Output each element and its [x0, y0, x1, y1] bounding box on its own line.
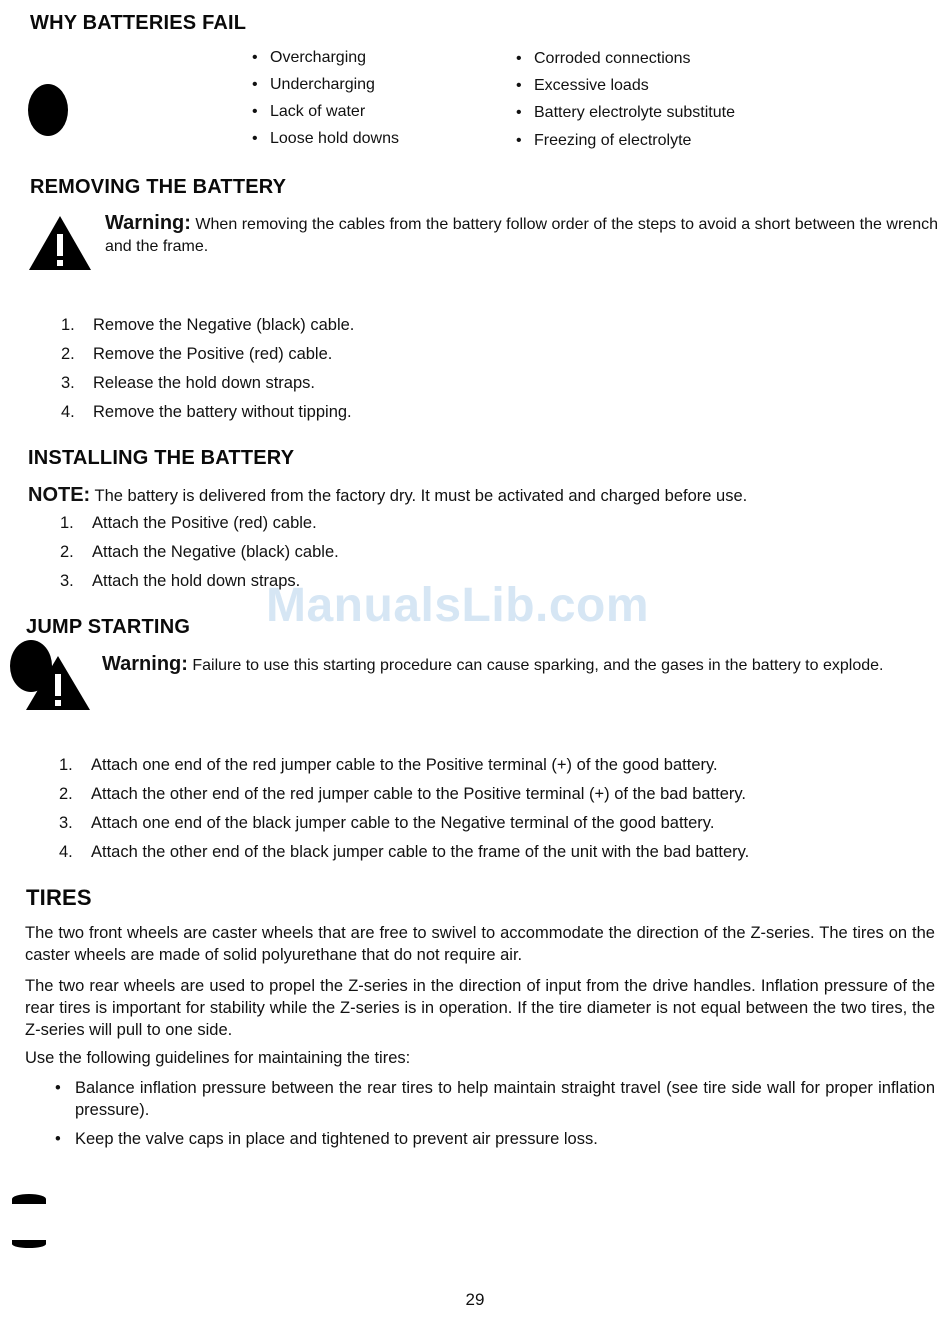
- removing-step: 2. Remove the Positive (red) cable.: [61, 345, 333, 363]
- watermark: ManualsLib.com: [266, 579, 650, 632]
- tires-paragraph: The two front wheels are caster wheels that are free to swivel to accommodate the direction of the Z-series. The tires on the caster wheels are made of solid polyurethane that do not require air.: [25, 924, 935, 964]
- warning-label: Warning:: [102, 653, 188, 675]
- page-number: 29: [465, 1290, 485, 1309]
- jump-warning: [102, 653, 938, 677]
- jump-step: 4. Attach the other end of the black jumper cable to the frame of the unit with the bad battery.: [59, 843, 750, 861]
- warning-text: Failure to use this starting procedure can cause sparking, and the gases in the battery to explode.: [192, 657, 884, 674]
- installing-step: 1. Attach the Positive (red) cable.: [60, 514, 317, 532]
- removing-step: 4. Remove the battery without tipping.: [61, 403, 352, 421]
- why-col1-item: • Undercharging: [252, 76, 375, 93]
- installing-step: 2. Attach the Negative (black) cable.: [60, 543, 339, 561]
- installing-step: 3. Attach the hold down straps.: [60, 572, 301, 590]
- jump-step: 2. Attach the other end of the red jumper cable to the Positive terminal (+) of the bad battery.: [59, 785, 747, 803]
- why-col2-item: • Corroded connections: [516, 50, 691, 67]
- heading-tires: TIRES: [26, 885, 92, 910]
- why-col2-item: • Excessive loads: [516, 77, 649, 94]
- warning-text: When removing the cables from the battery follow order of the steps to avoid a short between the wrench and the frame.: [105, 216, 938, 255]
- removing-warning: [105, 212, 938, 258]
- tires-paragraph: The two rear wheels are used to propel the Z-series in the direction of input from the drive handles. Inflation pressure of the rear tires is important for stability while the Z-series is in operation. If the tire diameter is not equal between the two tires, the Z-series will pull to one side.: [25, 977, 935, 1039]
- why-col2-item: • Freezing of electrolyte: [516, 132, 692, 149]
- tires-paragraph: Use the following guidelines for maintaining the tires:: [25, 1049, 411, 1067]
- heading-removing-the-battery: REMOVING THE BATTERY: [30, 176, 287, 198]
- tires-bullet: • Balance inflation pressure between the rear tires to help maintain straight travel (see tire side wall for proper inflation pressure).: [55, 1079, 935, 1119]
- note-text: The battery is delivered from the factory dry. It must be activated and charged before use.: [94, 487, 748, 505]
- tires-bullet: • Keep the valve caps in place and tightened to prevent air pressure loss.: [55, 1130, 598, 1148]
- installing-note: [28, 484, 928, 507]
- removing-step: 3. Release the hold down straps.: [61, 374, 315, 392]
- heading-why-batteries-fail: WHY BATTERIES FAIL: [30, 12, 247, 34]
- why-col1-item: • Loose hold downs: [252, 130, 399, 147]
- why-col2-item: • Battery electrolyte substitute: [516, 104, 735, 121]
- jump-step: 3. Attach one end of the black jumper cable to the Negative terminal of the good battery.: [59, 814, 715, 832]
- note-label: NOTE:: [28, 484, 91, 506]
- heading-installing-the-battery: INSTALLING THE BATTERY: [28, 447, 295, 469]
- heading-jump-starting: JUMP STARTING: [26, 616, 191, 638]
- removing-step: 1. Remove the Negative (black) cable.: [61, 316, 355, 334]
- jump-step: 1. Attach one end of the red jumper cable to the Positive terminal (+) of the good battery.: [59, 756, 718, 774]
- binder-hole-marker: [12, 1194, 46, 1204]
- warning-triangle-icon: [27, 214, 93, 272]
- warning-triangle-icon: [24, 654, 92, 712]
- why-col1-item: • Overcharging: [252, 49, 367, 66]
- why-col1-item: • Lack of water: [252, 103, 366, 120]
- binder-hole-marker: [28, 84, 68, 136]
- binder-hole-marker: [12, 1240, 46, 1248]
- warning-label: Warning:: [105, 212, 191, 234]
